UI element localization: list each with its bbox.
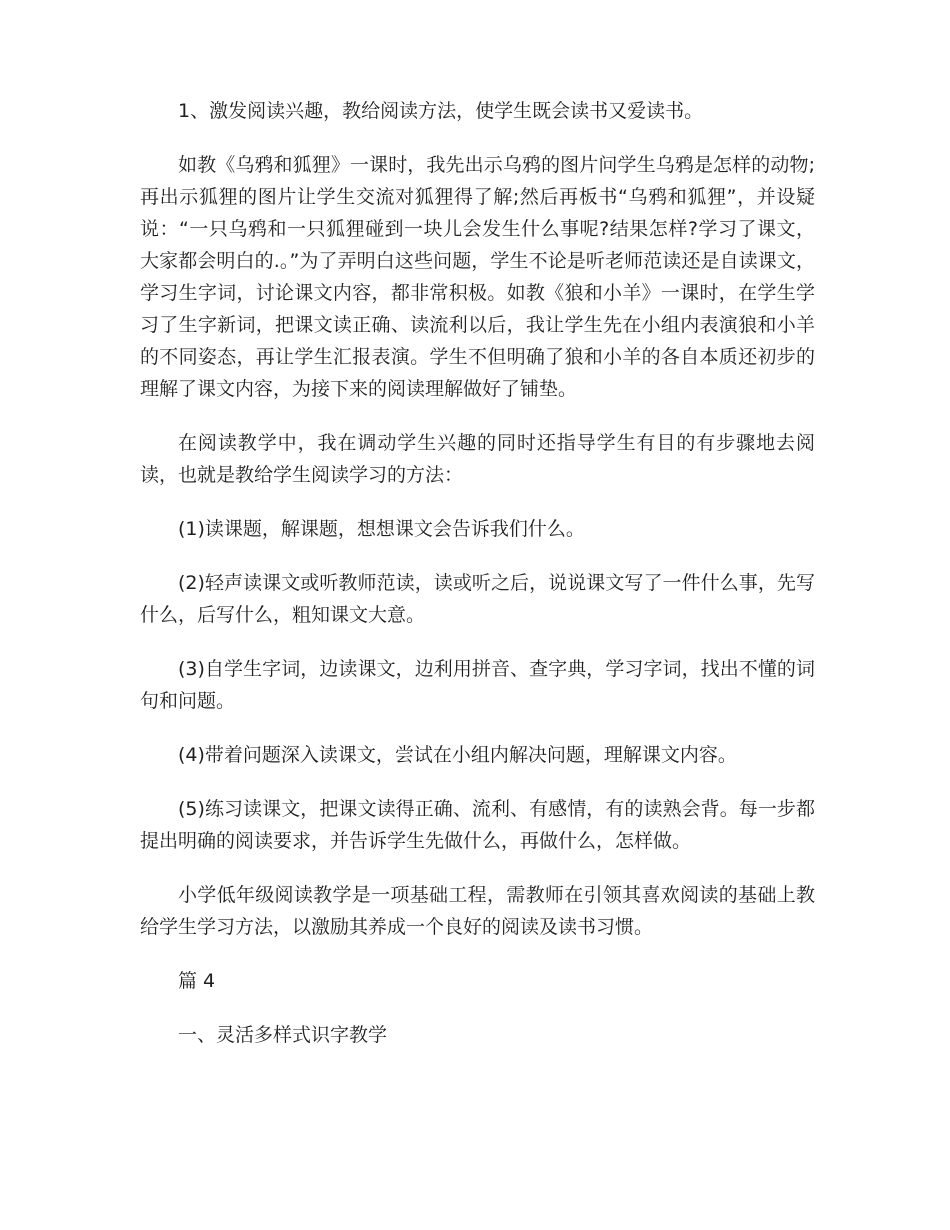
paragraph-conclusion: 小学低年级阅读教学是一项基础工程，需教师在引领其喜欢阅读的基础上教给学生学习方法，以激励其养成一个良好的阅读及读书习惯。 [140, 884, 815, 938]
paragraph-step-3: (3)自学生字词，边读课文，边利用拼音、查字典，学习字词，找出不懂的词句和问题。 [140, 658, 815, 712]
paragraph-reading-guidance: 在阅读教学中，我在调动学生兴趣的同时还指导学生有目的有步骤地去阅读，也就是教给学生阅读学习的方法： [140, 432, 815, 486]
paragraph-step-5: (5)练习读课文，把课文读得正确、流利、有感情，有的读熟会背。每一步都提出明确的阅读要求，并告诉学生先做什么，再做什么，怎样做。 [140, 798, 815, 852]
paragraph-goal-1: 1、激发阅读兴趣，教给阅读方法，使学生既会读书又爱读书。 [178, 100, 704, 122]
document-body [140, 95, 815, 1073]
paragraph-step-2: (2)轻声读课文或听教师范读，读或听之后，说说课文写了一件什么事，先写什么，后写什么，粗知课文大意。 [140, 572, 815, 626]
paragraph-step-1: (1)读课题，解课题，想想课文会告诉我们什么。 [178, 518, 585, 540]
paragraph-step-4: (4)带着问题深入读课文，尝试在小组内解决问题，理解课文内容。 [178, 744, 737, 766]
section-heading-literacy: 一、灵活多样式识字教学 [178, 1024, 388, 1046]
paragraph-example-lessons: 如教《乌鸦和狐狸》一课时，我先出示乌鸦的图片问学生乌鸦是怎样的动物;再出示狐狸的图片让学生交流对狐狸得了解;然后再板书“乌鸦和狐狸”，并设疑说：“一只乌鸦和一只狐狸碰到一块儿会发生什么事呢?结果怎样?学习了课文，大家都会明白的.。”为了弄明白这些问题，学生不论是听老师范读还是自读课文，学习生字词，讨论课文内容，都非常积极。如教《狼和小羊》一课时，在学生学习了生字新词，把课文读正确、读流利以后，我让学生先在小组内表演狼和小羊的不同姿态，再让学生汇报表演。学生不但明确了狼和小羊的各自本质还初步的理解了课文内容，为接下来的阅读理解做好了铺垫。 [140, 154, 815, 400]
section-heading-part-4: 篇 4 [178, 970, 216, 992]
